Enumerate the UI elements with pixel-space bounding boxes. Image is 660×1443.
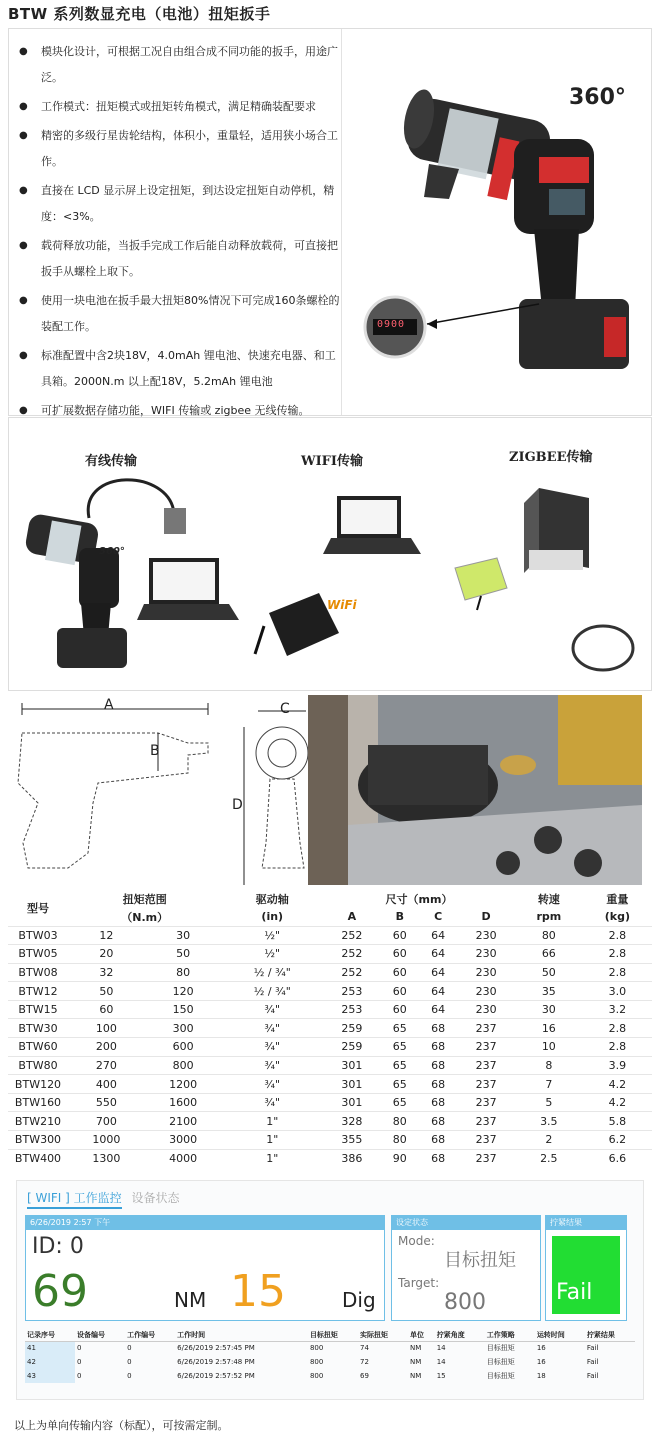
spec-cell: BTW60: [8, 1038, 68, 1057]
log-cell: Fail: [586, 1358, 599, 1366]
spec-cell: 5: [515, 1093, 583, 1112]
spec-cell: ¾": [221, 1038, 323, 1057]
transmission-illustration: [19, 478, 649, 688]
spec-cell: 1": [221, 1149, 323, 1168]
mode-label: Mode:: [398, 1234, 435, 1248]
spec-row: [8, 1112, 652, 1131]
spec-row: [8, 945, 652, 964]
spec-cell: 252: [323, 963, 381, 982]
angle-value: 15: [230, 1266, 286, 1317]
log-cell: 16: [536, 1344, 546, 1353]
spec-cell: 800: [145, 1056, 222, 1075]
spec-cell: 64: [419, 926, 457, 945]
header-weight: 重量: [606, 893, 629, 906]
mode-value: 目标扭矩: [444, 1250, 516, 1271]
log-cell: 6/26/2019 2:57:45 PM: [177, 1344, 255, 1353]
log-cell: 800: [309, 1358, 324, 1366]
header-drive: 驱动轴: [255, 893, 289, 906]
spec-cell: 80: [145, 963, 222, 982]
header-speed-unit: rpm: [536, 910, 562, 924]
spec-cell: 60: [381, 963, 419, 982]
monitor-panel: [16, 1180, 644, 1400]
spec-cell: 1300: [68, 1149, 145, 1168]
spec-cell: 253: [323, 1000, 381, 1019]
spec-cell: ½ / ¾": [221, 963, 323, 982]
spec-cell: 4.2: [583, 1093, 652, 1112]
spec-cell: 64: [419, 982, 457, 1001]
spec-cell: 50: [515, 963, 583, 982]
spec-cell: 60: [381, 1000, 419, 1019]
result-box: [552, 1236, 620, 1314]
spec-cell: 253: [323, 982, 381, 1001]
log-row: [25, 1341, 635, 1355]
dim-d-label: D: [232, 797, 243, 813]
spec-cell: 65: [381, 1056, 419, 1075]
log-cell: 目标扭矩: [486, 1358, 515, 1366]
wired-label: 有线传输: [85, 454, 138, 469]
feature-item: ● 模块化设计，可根据工况自由组合成不同功能的扳手，用途广泛。: [19, 39, 341, 91]
spec-cell: 3000: [145, 1131, 222, 1150]
spec-cell: 2: [515, 1131, 583, 1150]
spec-cell: 1000: [68, 1131, 145, 1150]
spec-cell: ¾": [221, 1056, 323, 1075]
monitor-tabs: [27, 1189, 180, 1206]
reading-panel: [25, 1215, 385, 1321]
spec-cell: BTW15: [8, 1000, 68, 1019]
spec-cell: 100: [68, 1019, 145, 1038]
log-cell: 74: [359, 1344, 369, 1353]
spec-row: [8, 1019, 652, 1038]
spec-cell: 80: [515, 926, 583, 945]
spec-cell: 1200: [145, 1075, 222, 1094]
result-panel: [545, 1215, 627, 1321]
header-b: B: [395, 910, 404, 924]
spec-cell: 16: [515, 1019, 583, 1038]
spec-cell: 20: [68, 945, 145, 964]
spec-cell: 2.8: [583, 1038, 652, 1057]
spec-cell: 230: [457, 963, 515, 982]
spec-cell: 60: [381, 982, 419, 1001]
spec-cell: 237: [457, 1131, 515, 1150]
target-value: 800: [444, 1290, 486, 1315]
log-cell: NM: [410, 1358, 422, 1366]
spec-cell: 355: [323, 1131, 381, 1150]
spec-cell: 550: [68, 1093, 145, 1112]
feature-item: ● 工作模式：扭矩模式或扭矩转角模式，满足精确装配要求: [19, 94, 341, 120]
features-section: [8, 28, 652, 416]
log-header: 运转时间: [535, 1329, 585, 1341]
spec-cell: 64: [419, 945, 457, 964]
spec-cell: 50: [145, 945, 222, 964]
spec-cell: 1600: [145, 1093, 222, 1112]
log-cell: Fail: [586, 1372, 599, 1380]
log-cell: 69: [359, 1372, 369, 1380]
spec-cell: 237: [457, 1112, 515, 1131]
spec-cell: 35: [515, 982, 583, 1001]
spec-cell: 2.8: [583, 1019, 652, 1038]
log-cell: 42: [25, 1355, 75, 1369]
spec-cell: 400: [68, 1075, 145, 1094]
header-speed: 转速: [537, 893, 560, 906]
dim-a-label: A: [104, 697, 114, 713]
spec-cell: 237: [457, 1149, 515, 1168]
log-row: [25, 1355, 635, 1369]
log-cell: 目标扭矩: [486, 1372, 515, 1380]
dimension-section: [8, 693, 652, 888]
feature-item: ● 可扩展数据存储功能，WIFI 传输或 zigbee 无线传输。: [19, 398, 341, 424]
spec-cell: 1": [221, 1131, 323, 1150]
reading-panel-header: 6/26/2019 2:57 下午: [26, 1216, 384, 1230]
header-range: 扭矩范围: [122, 893, 167, 906]
spec-cell: BTW120: [8, 1075, 68, 1094]
log-cell: NM: [410, 1344, 422, 1353]
header-weight-unit: (kg): [604, 910, 630, 924]
spec-cell: 50: [68, 982, 145, 1001]
spec-cell: 3.9: [583, 1056, 652, 1075]
log-header: 拧紧结果: [585, 1329, 635, 1341]
spec-table: [8, 890, 652, 1168]
spec-cell: 32: [68, 963, 145, 982]
work-photo: [308, 695, 642, 885]
spec-cell: 270: [68, 1056, 145, 1075]
spec-row: [8, 982, 652, 1001]
spec-row: [8, 963, 652, 982]
spec-cell: BTW30: [8, 1019, 68, 1038]
log-cell: 目标扭矩: [486, 1344, 515, 1353]
spec-cell: BTW400: [8, 1149, 68, 1168]
spec-cell: 80: [381, 1112, 419, 1131]
spec-cell: 64: [419, 963, 457, 982]
log-cell: 72: [359, 1358, 369, 1366]
spec-cell: 237: [457, 1093, 515, 1112]
spec-cell: 12: [68, 926, 145, 945]
spec-cell: 237: [457, 1075, 515, 1094]
spec-cell: BTW12: [8, 982, 68, 1001]
spec-cell: 301: [323, 1075, 381, 1094]
angle-unit: Dig: [342, 1288, 376, 1312]
log-header: 工作编号: [125, 1329, 175, 1341]
feature-item: ● 直接在 LCD 显示屏上设定扭矩，到达设定扭矩自动停机，精度：<3%。: [19, 178, 341, 230]
spec-cell: 259: [323, 1038, 381, 1057]
log-cell: 0: [77, 1372, 82, 1380]
log-cell: 41: [25, 1341, 75, 1355]
spec-cell: 7: [515, 1075, 583, 1094]
log-table: [25, 1329, 635, 1383]
log-cell: 0: [77, 1358, 82, 1366]
spec-cell: 68: [419, 1131, 457, 1150]
log-cell: 0: [127, 1372, 132, 1380]
header-drive-unit: (in): [261, 910, 284, 924]
log-header: 单位: [408, 1329, 435, 1341]
wifi-label: WIFI传输: [301, 454, 363, 469]
target-label: Target:: [398, 1276, 440, 1290]
spec-cell: 1": [221, 1112, 323, 1131]
spec-cell: 66: [515, 945, 583, 964]
log-cell: Fail: [586, 1344, 599, 1353]
spec-cell: 230: [457, 945, 515, 964]
torque-value: 69: [32, 1266, 88, 1317]
settings-panel: [391, 1215, 541, 1321]
spec-cell: 68: [419, 1056, 457, 1075]
footer-note: 以上为单向传输内容（标配），可按需定制。: [14, 1419, 229, 1432]
spec-cell: 65: [381, 1075, 419, 1094]
spec-cell: 65: [381, 1019, 419, 1038]
spec-cell: 386: [323, 1149, 381, 1168]
spec-cell: ¾": [221, 1075, 323, 1094]
spec-cell: BTW300: [8, 1131, 68, 1150]
spec-cell: 600: [145, 1038, 222, 1057]
spec-cell: 2.8: [583, 945, 652, 964]
spec-cell: BTW80: [8, 1056, 68, 1075]
spec-cell: 30: [515, 1000, 583, 1019]
spec-cell: ½": [221, 926, 323, 945]
small-rotation-label: 360°: [99, 546, 125, 557]
log-cell: 18: [536, 1372, 546, 1380]
spec-cell: BTW03: [8, 926, 68, 945]
column-divider: [341, 29, 342, 415]
spec-cell: 65: [381, 1038, 419, 1057]
log-cell: NM: [410, 1372, 422, 1380]
spec-cell: 120: [145, 982, 222, 1001]
spec-row: [8, 1131, 652, 1150]
spec-cell: 65: [381, 1093, 419, 1112]
log-cell: 800: [309, 1372, 324, 1380]
tab-device-status[interactable]: 设备状态: [131, 1191, 180, 1205]
spec-cell: ½ / ¾": [221, 982, 323, 1001]
spec-cell: 2.5: [515, 1149, 583, 1168]
log-row: [25, 1369, 635, 1383]
spec-row: [8, 1038, 652, 1057]
spec-cell: 3.0: [583, 982, 652, 1001]
spec-cell: 2.8: [583, 926, 652, 945]
rotation-label: 360°: [569, 85, 626, 110]
spec-cell: 4.2: [583, 1075, 652, 1094]
spec-cell: 237: [457, 1019, 515, 1038]
spec-row: [8, 926, 652, 945]
spec-cell: 200: [68, 1038, 145, 1057]
spec-cell: 230: [457, 982, 515, 1001]
log-header: 实际扭矩: [358, 1329, 408, 1341]
log-cell: 6/26/2019 2:57:48 PM: [177, 1358, 255, 1366]
spec-cell: 252: [323, 945, 381, 964]
spec-cell: 30: [145, 926, 222, 945]
log-header: 工作时间: [175, 1329, 308, 1341]
dim-c-label: C: [280, 701, 290, 717]
spec-cell: BTW08: [8, 963, 68, 982]
spec-cell: 301: [323, 1056, 381, 1075]
header-size: 尺寸（mm）: [385, 893, 453, 906]
tab-work-monitor[interactable]: [ WIFI ] 工作监控: [27, 1191, 122, 1209]
spec-cell: 68: [419, 1038, 457, 1057]
log-cell: 14: [436, 1358, 446, 1366]
log-cell: 16: [536, 1358, 546, 1366]
spec-cell: 68: [419, 1093, 457, 1112]
torque-unit: NM: [174, 1288, 207, 1312]
header-model: 型号: [27, 901, 49, 915]
spec-cell: 6.2: [583, 1131, 652, 1150]
spec-cell: 60: [68, 1000, 145, 1019]
spec-row: [8, 1056, 652, 1075]
spec-cell: BTW05: [8, 945, 68, 964]
transmission-section: [8, 417, 652, 691]
log-cell: 14: [436, 1344, 446, 1353]
log-header: 记录序号: [25, 1329, 75, 1341]
log-header: 设备编号: [75, 1329, 125, 1341]
log-cell: 43: [25, 1369, 75, 1383]
settings-panel-header: 设定状态: [392, 1216, 540, 1230]
spec-cell: 4000: [145, 1149, 222, 1168]
spec-cell: 10: [515, 1038, 583, 1057]
log-cell: 0: [77, 1344, 82, 1353]
spec-cell: 301: [323, 1093, 381, 1112]
spec-cell: 2100: [145, 1112, 222, 1131]
spec-cell: 68: [419, 1149, 457, 1168]
wifi-logo: WiFi: [327, 598, 357, 612]
spec-cell: 2.8: [583, 963, 652, 982]
feature-list: [19, 39, 341, 427]
header-a: A: [347, 910, 357, 924]
result-panel-header: 拧紧结果: [546, 1216, 626, 1230]
log-cell: 0: [127, 1358, 132, 1366]
spec-cell: 3.2: [583, 1000, 652, 1019]
dim-b-label: B: [150, 743, 160, 759]
page-title: BTW 系列数显充电（电池）扭矩扳手: [8, 5, 271, 23]
result-text: Fail: [556, 1280, 593, 1305]
dimension-drawing: [8, 693, 308, 888]
spec-cell: ¾": [221, 1000, 323, 1019]
spec-cell: 230: [457, 926, 515, 945]
spec-cell: 237: [457, 1056, 515, 1075]
spec-cell: 150: [145, 1000, 222, 1019]
log-cell: 15: [436, 1372, 446, 1380]
spec-cell: 237: [457, 1038, 515, 1057]
spec-cell: 90: [381, 1149, 419, 1168]
header-range-unit: （N.m）: [121, 910, 169, 924]
header-d: D: [481, 910, 491, 924]
spec-cell: BTW160: [8, 1093, 68, 1112]
feature-item: ● 载荷释放功能，当扳手完成工作后能自动释放载荷，可直接把扳手从螺栓上取下。: [19, 233, 341, 285]
spec-cell: 328: [323, 1112, 381, 1131]
spec-row: [8, 1093, 652, 1112]
log-header: 目标扭矩: [308, 1329, 358, 1341]
spec-cell: ¾": [221, 1019, 323, 1038]
spec-cell: 64: [419, 1000, 457, 1019]
spec-cell: 3.5: [515, 1112, 583, 1131]
log-header: 工作策略: [485, 1329, 535, 1341]
spec-cell: 60: [381, 945, 419, 964]
display-readout: 0900: [377, 319, 406, 330]
spec-cell: 8: [515, 1056, 583, 1075]
log-cell: 0: [127, 1344, 132, 1353]
spec-cell: 68: [419, 1075, 457, 1094]
spec-cell: 5.8: [583, 1112, 652, 1131]
spec-row: [8, 1149, 652, 1168]
feature-item: ● 精密的多级行星齿轮结构，体积小，重量轻，适用狭小场合工作。: [19, 123, 341, 175]
spec-row: [8, 1000, 652, 1019]
spec-cell: 230: [457, 1000, 515, 1019]
spec-cell: 68: [419, 1019, 457, 1038]
header-c: C: [434, 910, 443, 924]
spec-cell: 300: [145, 1019, 222, 1038]
id-label: ID:: [32, 1234, 63, 1259]
spec-cell: 252: [323, 926, 381, 945]
spec-cell: ¾": [221, 1093, 323, 1112]
zigbee-label: ZIGBEE传输: [509, 450, 593, 465]
spec-cell: 259: [323, 1019, 381, 1038]
id-value: 0: [69, 1234, 84, 1259]
spec-cell: 80: [381, 1131, 419, 1150]
spec-cell: 68: [419, 1112, 457, 1131]
spec-cell: BTW210: [8, 1112, 68, 1131]
feature-item: ● 使用一块电池在扳手最大扭矩80%情况下可完成160条螺栓的装配工作。: [19, 288, 341, 340]
spec-row: [8, 1075, 652, 1094]
log-header: 拧紧角度: [435, 1329, 485, 1341]
spec-cell: 60: [381, 926, 419, 945]
log-cell: 800: [309, 1344, 324, 1353]
spec-cell: 700: [68, 1112, 145, 1131]
feature-item: ● 标准配置中含2块18V，4.0mAh 锂电池、快速充电器、和工具箱。2000N.m 以上配18V，5.2mAh 锂电池: [19, 343, 341, 395]
log-cell: 6/26/2019 2:57:52 PM: [177, 1372, 255, 1380]
spec-cell: 6.6: [583, 1149, 652, 1168]
spec-cell: ½": [221, 945, 323, 964]
